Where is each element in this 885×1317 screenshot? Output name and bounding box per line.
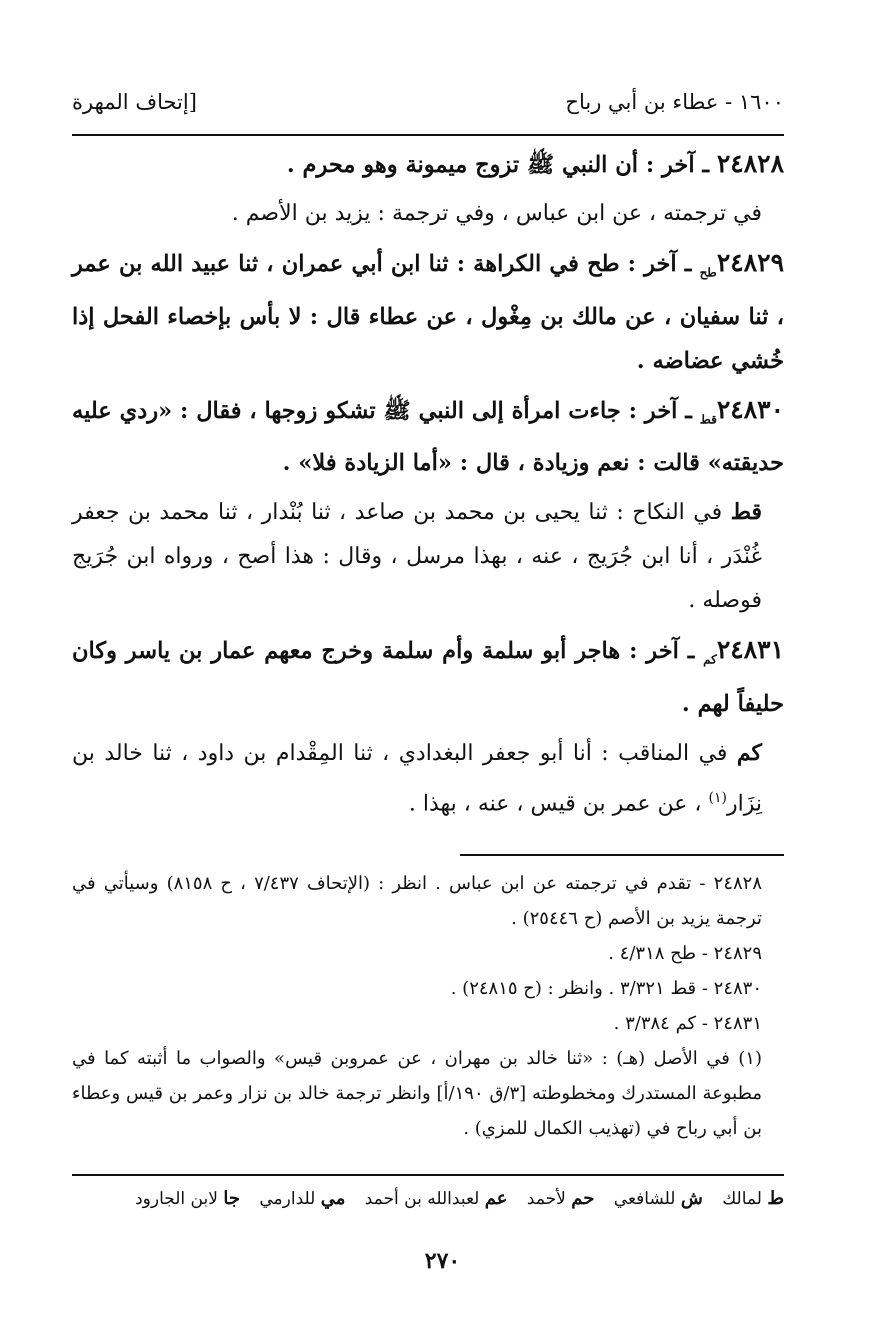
- entry-24830-note: [72, 490, 784, 623]
- note-text: في المناقب : أنا أبو جعفر البغدادي ، ثنا المِقْدام بن داود ، ثنا خالد بن نِزَار: [72, 740, 762, 816]
- source-symbol: كم: [703, 652, 717, 667]
- legend-item: [259, 1189, 345, 1209]
- note-text: في النكاح : ثنا يحيى بن محمد بن صاعد ، ثنا بُنْدار ، ثنا محمد بن جعفر غُنْدَر ، أنا ابن جُرَيج ، عنه ، بهذا مرسل ، وقال : هذا أصح ، ورواه ابن جُرَيج فوصله .: [72, 500, 762, 613]
- footnote-ref[interactable]: (١): [708, 789, 727, 806]
- page-number: ٢٧٠: [424, 1248, 461, 1274]
- entry-24828: [72, 142, 784, 187]
- footnote: ٢٤٨٣٠ - قط ٣/٣٢١ . وانظر : (ح ٢٤٨١٥) .: [450, 978, 762, 999]
- legend-item: [135, 1189, 240, 1209]
- legend-item: [527, 1189, 594, 1209]
- entry-text: ـ آخر : جاءت امرأة إلى النبي ﷺ تشكو زوجها ، فقال : «ردي عليه حديقته» قالت : نعم وزيادة ، قال : «أما الزيادة فلا» .: [72, 397, 784, 476]
- entry-number: ٢٤٨٢٨: [716, 149, 784, 178]
- entry-number: ٢٤٨٢٩: [716, 248, 784, 277]
- entry-number: ٢٤٨٣٠: [716, 394, 784, 424]
- legend-symbol: عم: [484, 1188, 508, 1209]
- header-book-title: [إتحاف المهرة: [72, 90, 197, 114]
- footnote: ٢٤٨٢٨ - تقدم في ترجمته عن ابن عباس . انظر : (الإتحاف ٧/٤٣٧ ، ح ٨١٥٨) وسيأتي في ترجمة يزيد بن الأصم (ح ٢٥٤٤٦) .: [72, 873, 762, 929]
- header-rule: [72, 134, 784, 136]
- legend-item: [365, 1189, 508, 1209]
- source-symbol: كم: [736, 739, 762, 766]
- legend-symbol: ط: [767, 1188, 784, 1209]
- entry-text: ـ آخر : أن النبي ﷺ تزوج ميمونة وهو محرم .: [286, 152, 710, 178]
- legend-item: [614, 1189, 703, 1209]
- entry-text: ـ آخر : هاجر أبو سلمة وأم سلمة وخرج معهم عمار بن ياسر وكان حليفاً لهم .: [72, 638, 784, 717]
- legend-label: لأحمد: [526, 1189, 566, 1209]
- footnote: ٢٤٨٣١ - كم ٣/٣٨٤ .: [613, 1013, 762, 1034]
- page-header: [72, 82, 784, 122]
- legend-symbol: حم: [571, 1188, 595, 1209]
- legend-label: للدارمي: [259, 1189, 316, 1209]
- legend-label: لمالك: [722, 1189, 762, 1209]
- footnote: ٢٤٨٢٩ - طح ٤/٣١٨ .: [608, 943, 762, 964]
- entry-24830: [72, 388, 784, 486]
- entry-24831: [72, 628, 784, 726]
- entry-24828-note: في ترجمته ، عن ابن عباس ، وفي ترجمة : يزيد بن الأصم .: [231, 201, 762, 226]
- note-text: ، عن عمر بن قيس ، عنه ، بهذا .: [408, 790, 702, 816]
- legend-rule: [72, 1174, 784, 1176]
- footnotes: [72, 866, 784, 1146]
- legend-symbol: جا: [223, 1188, 240, 1209]
- main-text: [72, 142, 784, 831]
- header-chapter-title: ١٦٠٠ - عطاء بن أبي رباح: [565, 90, 784, 114]
- source-symbol: قط: [730, 499, 762, 525]
- entry-24831-note: [72, 731, 784, 826]
- entry-24829: [72, 241, 784, 383]
- legend-symbol: مي: [320, 1188, 346, 1209]
- source-symbol: قط: [699, 412, 717, 426]
- entry-number: ٢٤٨٣١: [716, 635, 784, 664]
- legend-symbol: ش: [680, 1188, 703, 1209]
- symbol-legend: [72, 1188, 784, 1209]
- source-symbol: طح: [699, 265, 717, 280]
- legend-label: لابن الجارود: [135, 1189, 218, 1209]
- footnote: (١) في الأصل (هـ) : «ثنا خالد بن مهران ، عن عمروبن قيس» والصواب ما أثبته كما في مطبوعة المستدرك ومخطوطته [٣/ق ١٩٠/أ] وانظر ترجمة خالد بن نزار وعمر بن قيس وعطاء بن أبي رباح في (تهذيب الكمال للمزي) .: [72, 1048, 762, 1139]
- legend-label: لعبدالله بن أحمد: [364, 1189, 480, 1209]
- legend-item: [722, 1189, 784, 1209]
- footnote-rule: [460, 854, 784, 856]
- legend-label: للشافعي: [613, 1189, 676, 1209]
- entry-text: ـ آخر : طح في الكراهة : ثنا ابن أبي عمران ، ثنا عبيد الله بن عمر ، ثنا سفيان ، عن مالك بن مِغْول ، عن عطاء قال : لا بأس بإخصاء الفحل إذا خُشي عضاضه .: [72, 251, 784, 374]
